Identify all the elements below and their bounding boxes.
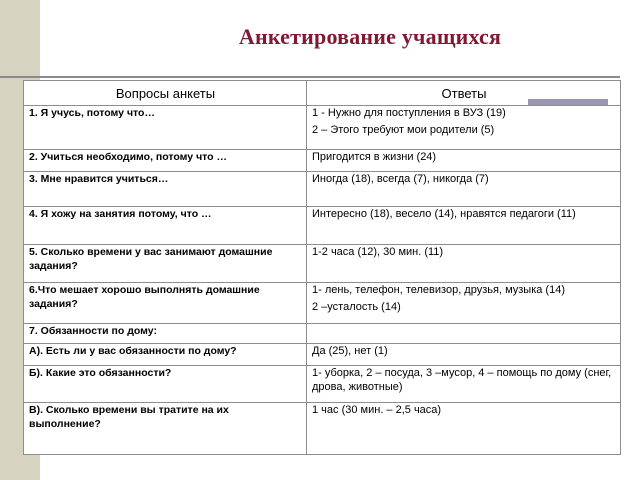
answer-cell bbox=[307, 207, 621, 245]
question-cell: 1. Я учусь, потому что… bbox=[24, 106, 307, 150]
answer-line: 1- уборка, 2 – посуда, 3 –мусор, 4 – помощь по дому (снег, дрова, животные) bbox=[312, 367, 612, 393]
answer-cell bbox=[307, 150, 621, 172]
answer-line: Иногда (18), всегда (7), никогда (7) bbox=[312, 173, 489, 185]
table-row bbox=[24, 150, 621, 172]
question-cell: А). Есть ли у вас обязанности по дому? bbox=[24, 344, 307, 366]
header-answers: Ответы bbox=[307, 81, 621, 106]
table-row bbox=[24, 106, 621, 150]
table-row bbox=[24, 207, 621, 245]
answer-cell bbox=[307, 344, 621, 366]
table-row bbox=[24, 245, 621, 283]
header-questions: Вопросы анкеты bbox=[24, 81, 307, 106]
survey-table bbox=[23, 80, 621, 455]
table-row bbox=[24, 344, 621, 366]
question-cell: 4. Я хожу на занятия потому, что … bbox=[24, 207, 307, 245]
answer-cell bbox=[307, 106, 621, 150]
answer-line: Да (25), нет (1) bbox=[312, 345, 388, 357]
table-row bbox=[24, 324, 621, 344]
answer-cell bbox=[307, 283, 621, 324]
decorative-accent-bar bbox=[528, 99, 608, 105]
question-cell: 3. Мне нравится учиться… bbox=[24, 172, 307, 207]
table-row bbox=[24, 366, 621, 403]
answer-line: 1 - Нужно для поступления в ВУЗ (19) bbox=[312, 107, 506, 119]
table-row bbox=[24, 172, 621, 207]
answer-cell bbox=[307, 172, 621, 207]
title-divider-line bbox=[0, 76, 620, 78]
question-cell: В). Сколько времени вы тратите на их выполнение? bbox=[24, 403, 307, 455]
answer-cell bbox=[307, 366, 621, 403]
table-row bbox=[24, 283, 621, 324]
answer-cell-empty bbox=[307, 324, 621, 344]
answer-line: Интересно (18), весело (14), нравятся педагоги (11) bbox=[312, 208, 576, 220]
answer-cell bbox=[307, 403, 621, 455]
answer-line: Пригодится в жизни (24) bbox=[312, 151, 437, 163]
table-row bbox=[24, 403, 621, 455]
question-cell: 6.Что мешает хорошо выполнять домашние задания? bbox=[24, 283, 307, 324]
answer-line: 2 –усталость (14) bbox=[312, 301, 401, 313]
answer-cell bbox=[307, 245, 621, 283]
answer-line: 1- лень, телефон, телевизор, друзья, музыка (14) bbox=[312, 284, 565, 296]
answer-line: 1-2 часа (12), 30 мин. (11) bbox=[312, 246, 444, 258]
question-cell: Б). Какие это обязанности? bbox=[24, 366, 307, 403]
answer-line: 2 – Этого требуют мои родители (5) bbox=[312, 124, 495, 136]
slide-title: Анкетирование учащихся bbox=[238, 24, 502, 49]
question-cell: 2. Учиться необходимо, потому что … bbox=[24, 150, 307, 172]
question-cell: 5. Сколько времени у вас занимают домашние задания? bbox=[24, 245, 307, 283]
answer-line: 1 час (30 мин. – 2,5 часа) bbox=[312, 404, 442, 416]
question-cell: 7. Обязанности по дому: bbox=[24, 324, 307, 344]
